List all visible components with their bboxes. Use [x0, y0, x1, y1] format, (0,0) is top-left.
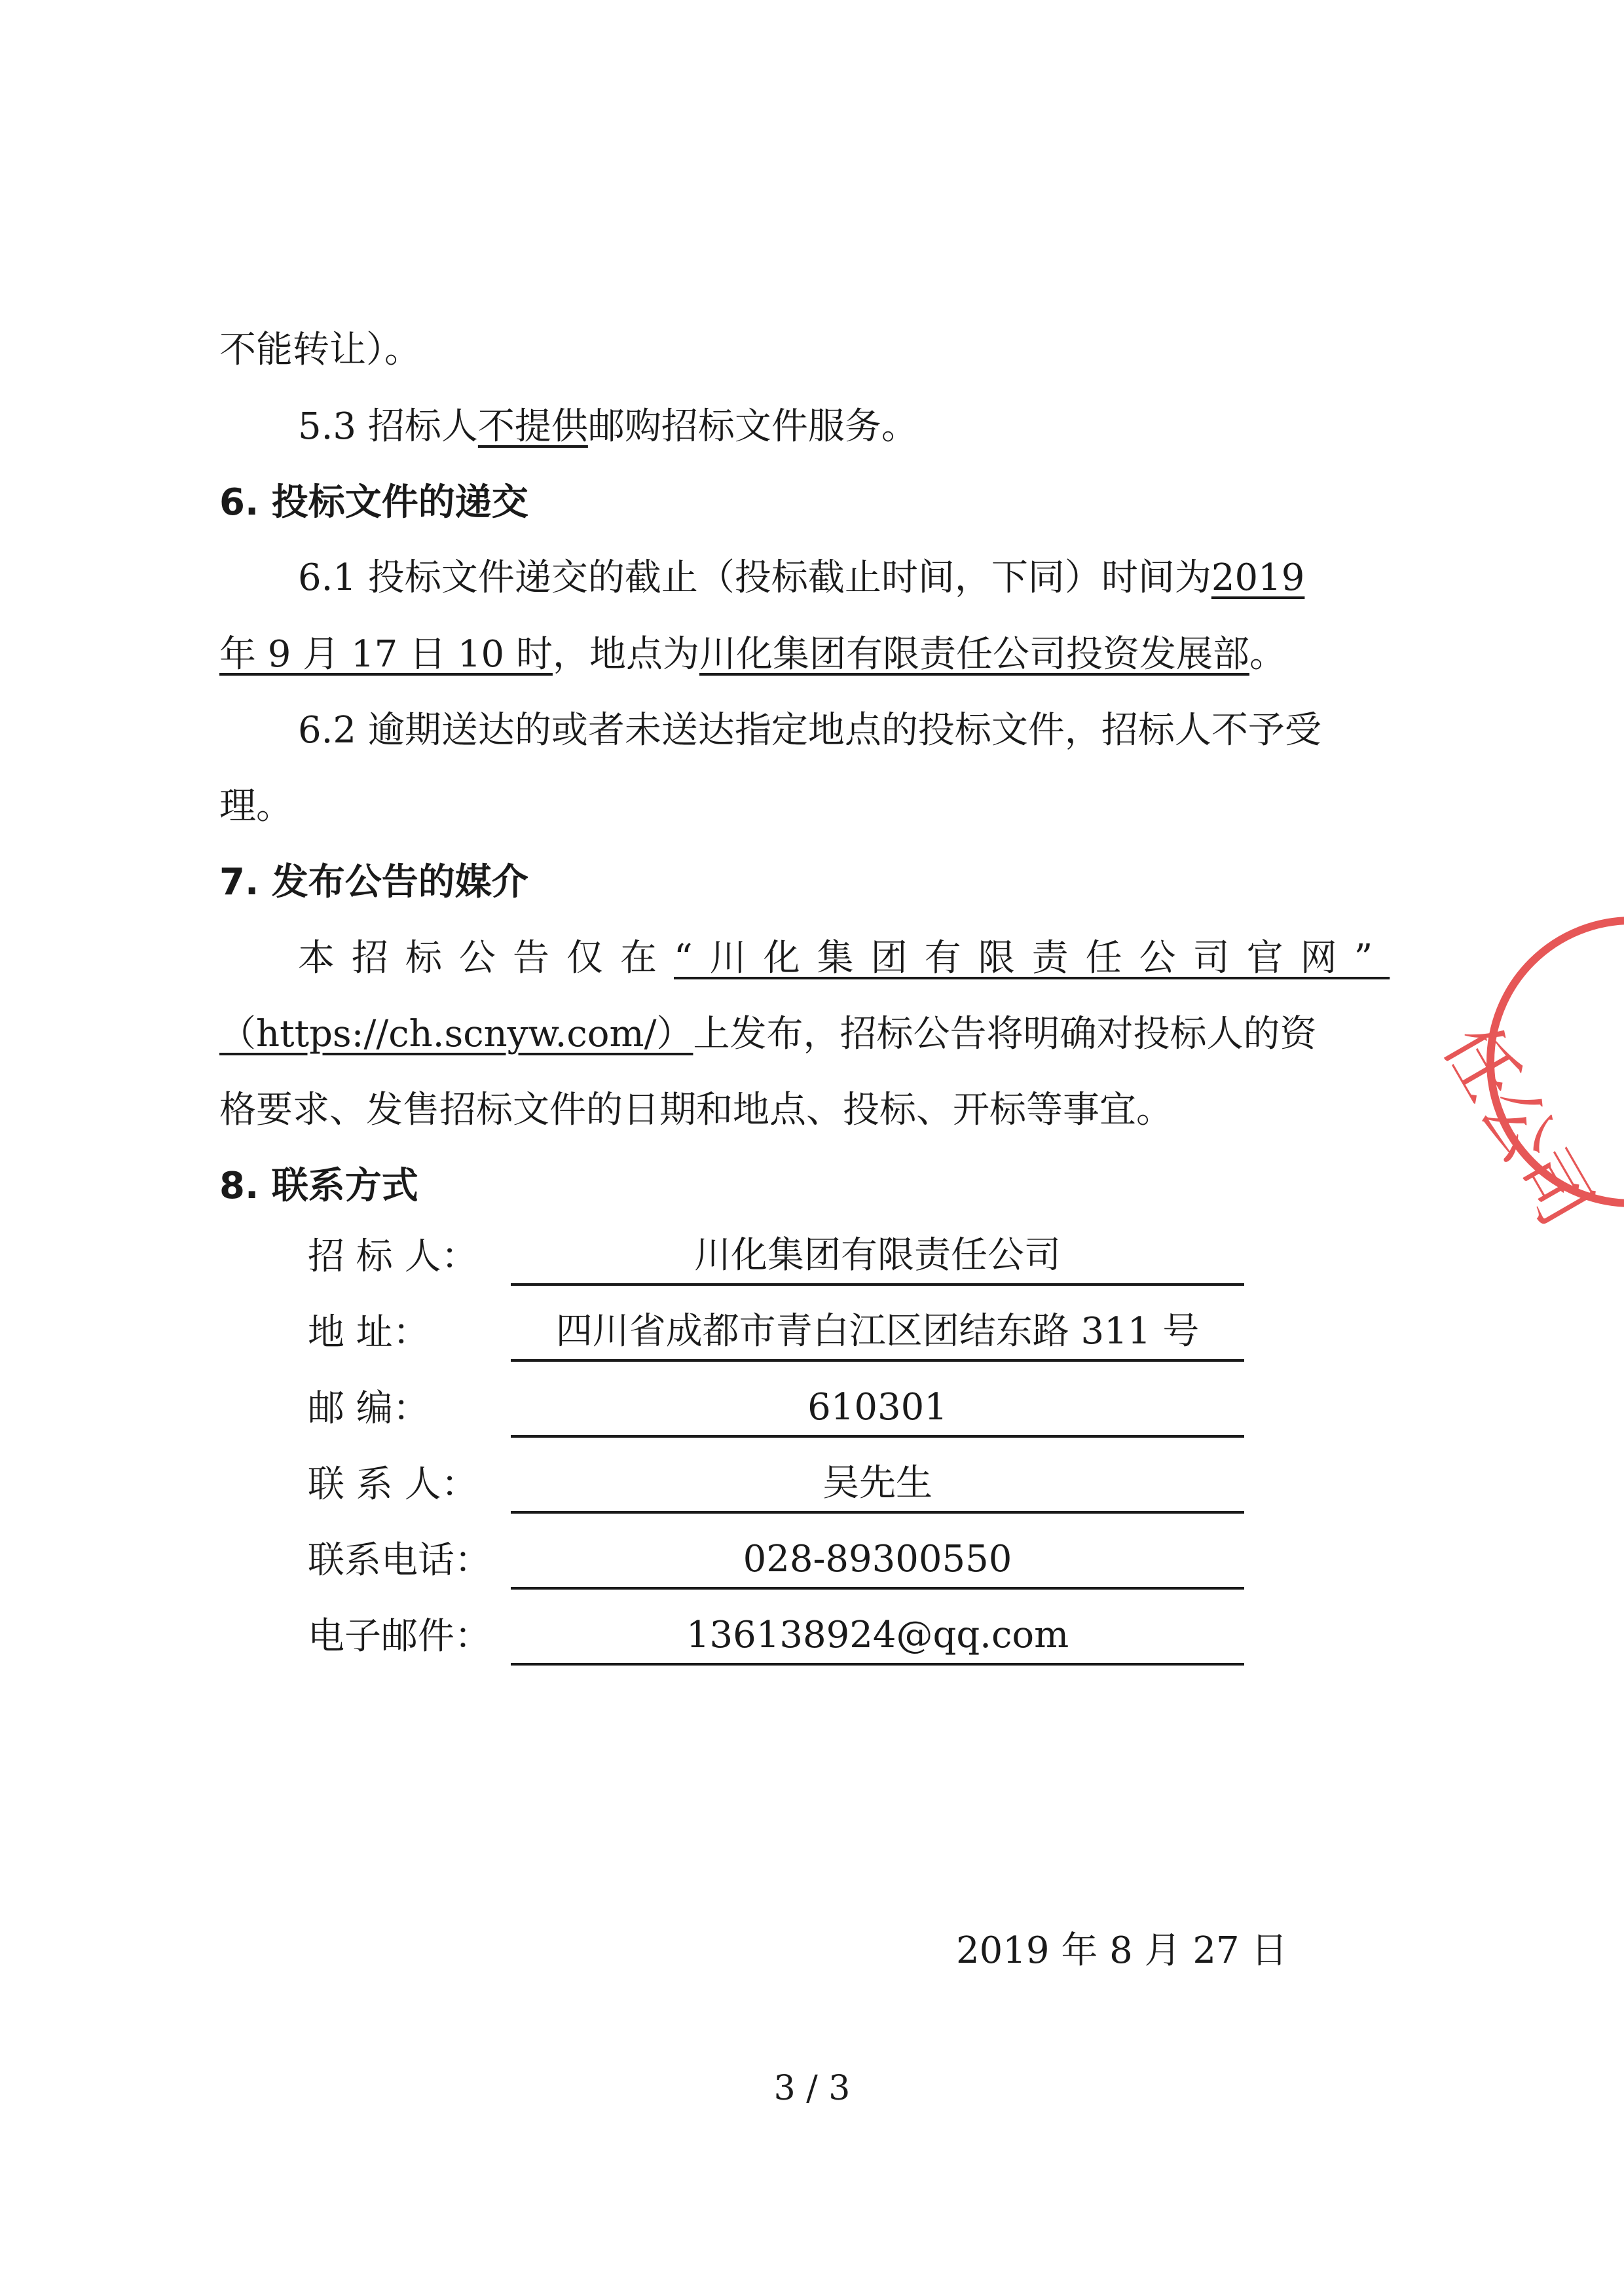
clause-6-2-line1 [298, 704, 1321, 757]
contact-label-phone: 联系电话： [308, 1539, 491, 1582]
deadline-year: 2019 [1211, 556, 1305, 599]
clause-text: 本招标公告仅在 [298, 937, 674, 979]
media-line2 [219, 1008, 1316, 1061]
clause-6-2-line2: 理。 [219, 785, 293, 828]
section-heading-7: 7. 发布公告的媒介 [219, 861, 528, 903]
seal-text: 任公司 [1428, 1011, 1609, 1240]
media-line1 [298, 932, 1390, 985]
page-number: 3 / 3 [773, 2069, 851, 2108]
clause-5-3 [298, 401, 918, 453]
clause-6-1-line1 [298, 552, 1304, 604]
contact-label-postcode: 邮 编： [308, 1387, 430, 1430]
underlined-term: 不提供 [477, 405, 588, 448]
contact-value-phone: 028-89300550 [511, 1535, 1244, 1590]
official-site-url: （https://ch.scnyw.com/） [219, 1013, 693, 1055]
clause-text: 。 [1249, 633, 1286, 676]
section-heading-8: 8. 联系方式 [219, 1165, 418, 1207]
clause-6-1-line2 [219, 629, 1286, 681]
contact-label-person: 联 系 人： [308, 1463, 478, 1506]
clause-number: 5.3 [298, 405, 357, 448]
deadline-date: 年 9 月 17 日 10 时 [219, 633, 553, 676]
contact-value-email: 136138924@qq.com [511, 1611, 1244, 1666]
clause-number: 6.1 [298, 556, 357, 599]
clause-text: 邮购招标文件服务。 [587, 405, 918, 448]
clause-text: 投标文件递交的截止（投标截止时间，下同）时间为 [367, 556, 1211, 599]
clause-text: 逾期送达的或者未送达指定地点的投标文件，招标人不予受 [367, 709, 1321, 752]
paragraph-continuation: 不能转让）。 [219, 329, 421, 371]
submission-location: 川化集团有限责任公司投资发展部 [699, 633, 1249, 676]
contact-value-postcode: 610301 [511, 1383, 1244, 1438]
contact-value-address: 四川省成都市青白江区团结东路 311 号 [511, 1307, 1244, 1362]
media-line3: 格要求、发售招标文件的日期和地点、投标、开标等事宜。 [219, 1089, 1173, 1131]
official-site-name: “川化集团有限责任公司官网” [674, 937, 1390, 979]
issue-date: 2019 年 8 月 27 日 [956, 1929, 1288, 1972]
contact-label-email: 电子邮件： [308, 1615, 491, 1658]
clause-number: 6.2 [298, 709, 357, 752]
company-seal [1428, 917, 1624, 1240]
clause-text: ，地点为 [552, 633, 699, 676]
contact-value-person: 吴先生 [511, 1459, 1244, 1514]
contact-label-tenderer: 招 标 人： [308, 1235, 478, 1278]
contact-label-address: 地 址： [308, 1311, 430, 1354]
section-heading-6: 6. 投标文件的递交 [219, 481, 528, 524]
clause-text: 招标人 [367, 405, 478, 448]
clause-text: 上发布，招标公告将明确对投标人的资 [693, 1013, 1317, 1055]
contact-value-tenderer: 川化集团有限责任公司 [511, 1231, 1244, 1286]
